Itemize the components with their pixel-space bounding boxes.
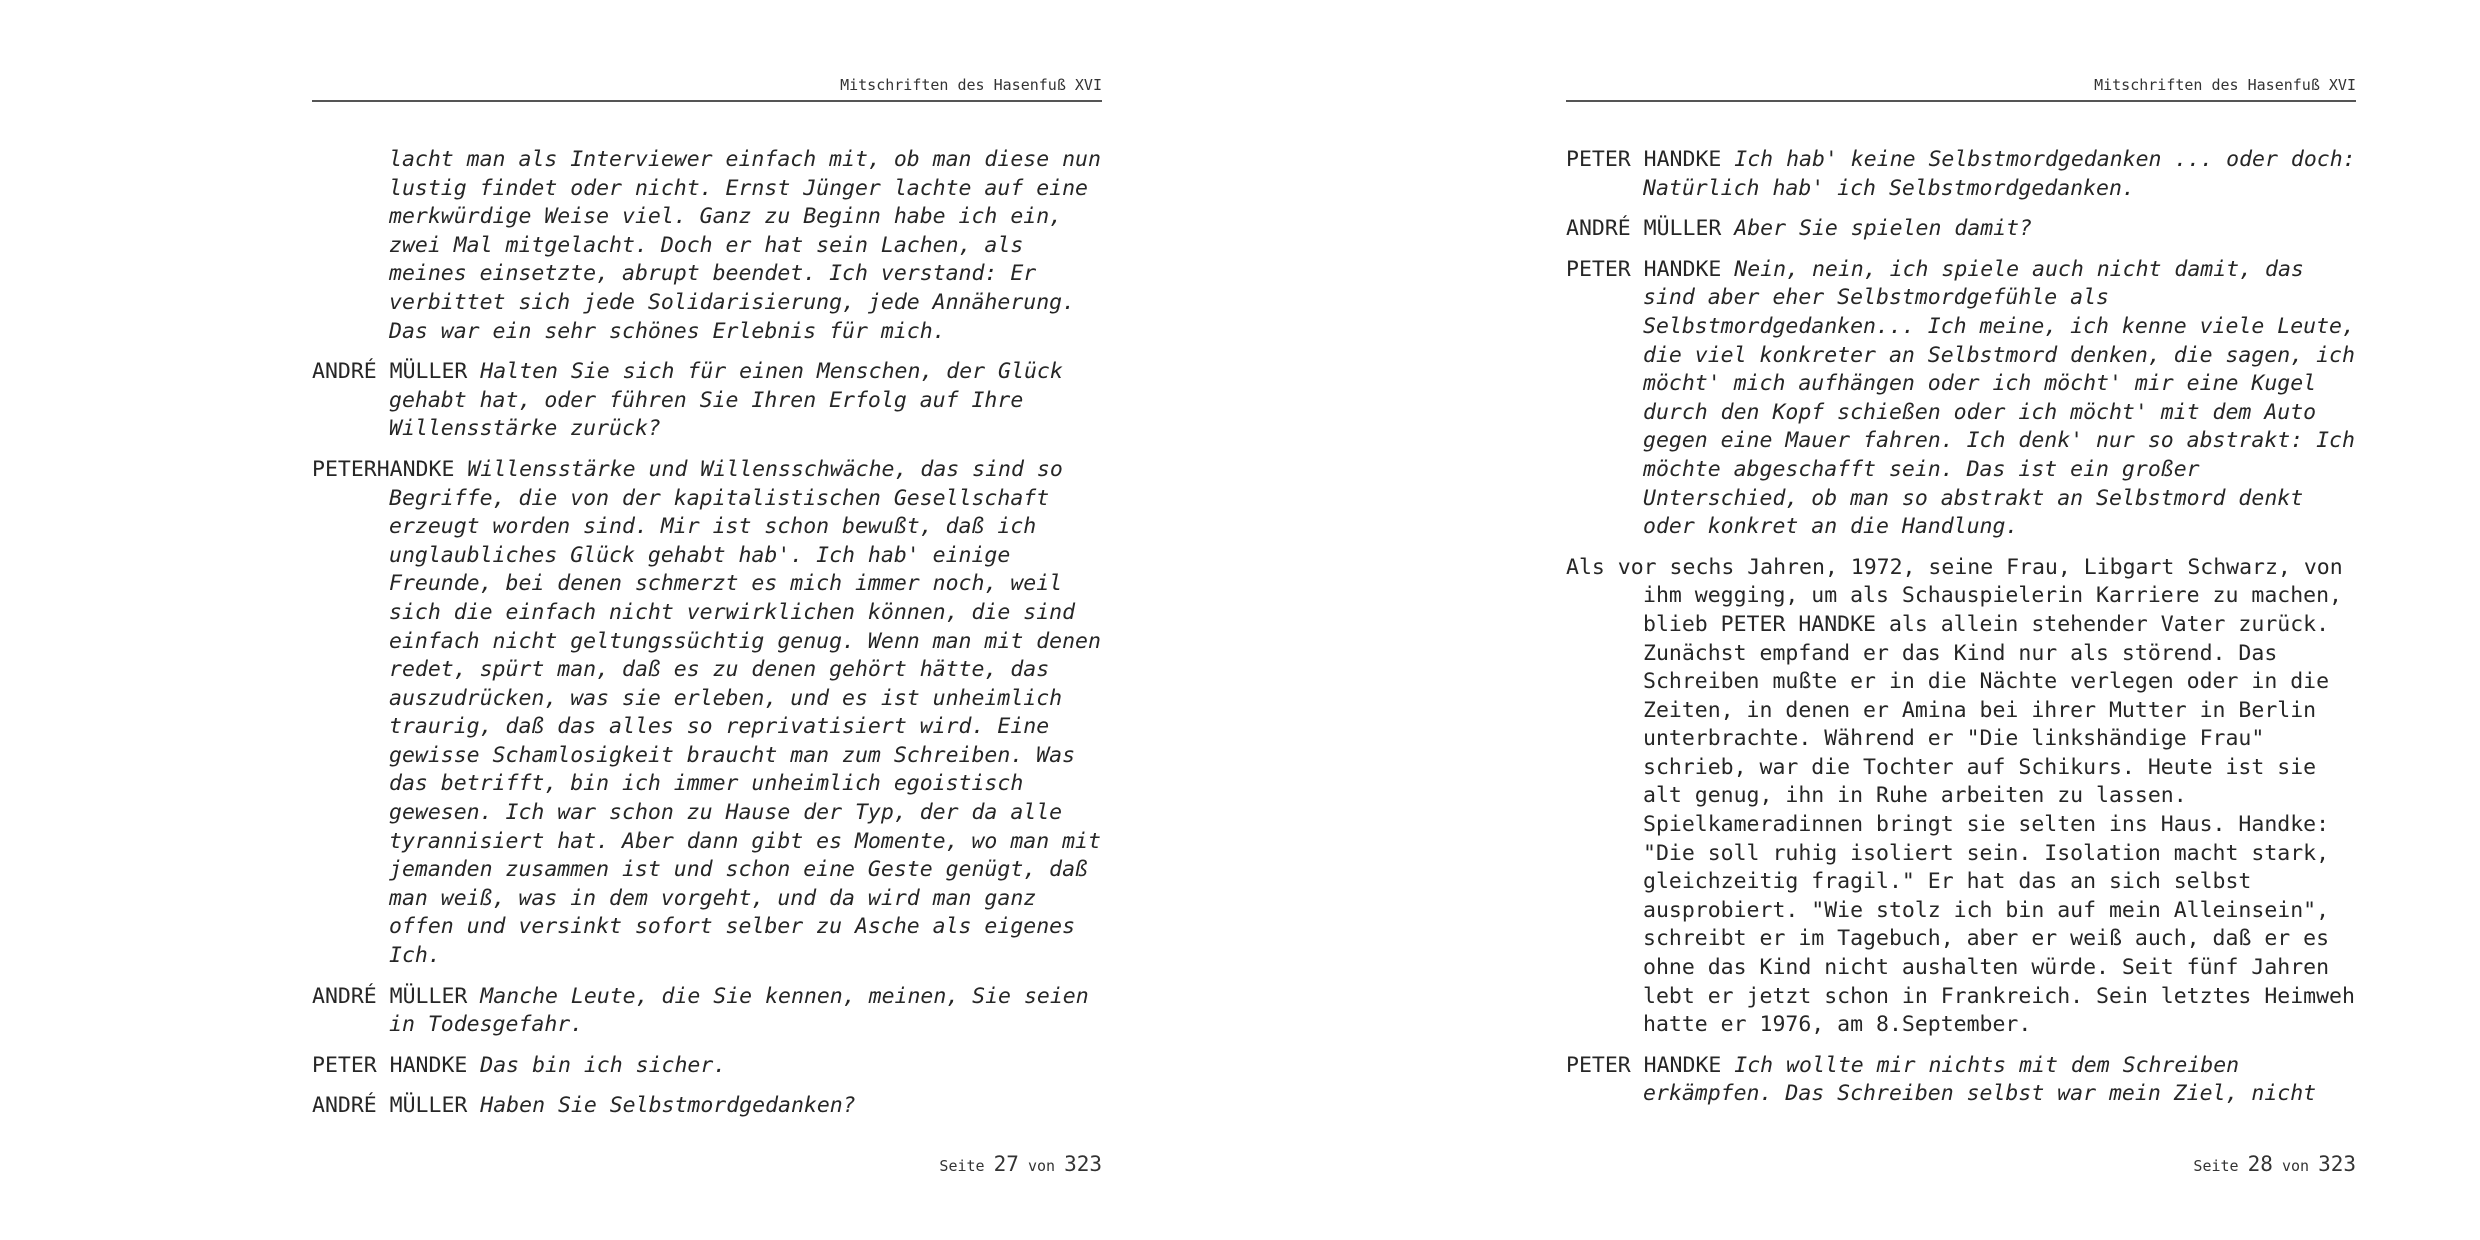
quote-text: Nein, nein, ich spiele auch nicht damit, das sind aber eher Selbstmordgefühle als Selbstmordgedanken... Ich meine, ich kenne viele Leute, die viel konkreter an Selbstmord denken, die sagen, ich möcht' mich aufhängen oder ich möcht' mir eine Kugel durch den Kopf schießen oder ich möcht' mit dem Auto gegen eine Mauer fahren. Ich denk' nur so abstrakt: Ich möchte abgeschafft sein. Das ist ein großer Unterschied, ob man so abstrakt an Selbstmord denkt oder konkret an die Handlung. [1643,256,2355,540]
paragraph [1566,215,2356,244]
quote-text: Ich hab' keine Selbstmordgedanken ... oder doch: Natürlich hab' ich Selbstmordgedanken. [1643,147,2356,201]
page-body [1566,146,2356,1121]
paragraph [1566,1052,2356,1109]
page-right [1566,0,2356,1240]
page-footer [939,1152,1102,1176]
speaker-name: ANDRÉ MÜLLER [312,359,468,385]
page-left [312,0,1102,1240]
page-number: 28 [2247,1152,2273,1176]
paragraph [312,1052,1102,1081]
speaker-name: ANDRÉ MÜLLER [312,983,468,1009]
paragraph [1566,256,2356,542]
quote-text: Halten Sie sich für einen Menschen, der Glück gehabt hat, oder führen Sie Ihren Erfolg auf Ihre Willensstärke zurück? [389,359,1063,442]
paragraph [1566,554,2356,1040]
speaker-name: PETERHANDKE [312,456,455,482]
page-footer [2193,1152,2356,1176]
paragraph [312,146,1102,346]
footer-prefix: Seite [939,1157,985,1175]
quote-text: Manche Leute, die Sie kennen, meinen, Sie seien in Todesgefahr. [389,983,1089,1038]
page-number: 27 [993,1152,1019,1176]
paragraph [312,1092,1102,1121]
quote-text: lacht man als Interviewer einfach mit, ob man diese nun lustig findet oder nicht. Ernst Jünger lachte auf eine merkwürdige Weise viel. Ganz zu Beginn habe ich ein, zwei Mal mitgelacht. Doch er hat sein Lachen, als meines einsetzte, abrupt beendet. Ich verstand: Er verbittet sich jede Solidarisierung, jede Annäherung. Das war ein sehr schönes Erlebnis für mich. [389,147,1101,344]
speaker-name: ANDRÉ MÜLLER [1566,216,1722,242]
paragraph [1566,146,2356,203]
paragraph [312,983,1102,1040]
footer-sep: von [1027,1157,1056,1175]
running-header: Mitschriften des Hasenfuß XVI [1566,76,2356,102]
quote-text: Ich wollte mir nichts mit dem Schreiben erkämpfen. Das Schreiben selbst war mein Ziel, nicht [1643,1052,2317,1107]
quote-text: Aber Sie spielen damit? [1734,216,2033,242]
speaker-name: PETER HANDKE [1566,256,1722,282]
quote-text: Haben Sie Selbstmordgedanken? [480,1093,856,1119]
total-pages: 323 [1064,1152,1102,1176]
footer-sep: von [2281,1157,2310,1175]
quote-text: Willensstärke und Willensschwäche, das sind so Begriffe, die von der kapitalistischen Gesellschaft erzeugt worden sind. Mir ist schon bewußt, daß ich unglaubliches Glück gehabt hab'. Ich hab' einige Freunde, bei denen schmerzt es mich immer noch, weil sich die einfach nicht verwirklichen können, die sind einfach nicht geltungssüchtig genug. Wenn man mit denen redet, spürt man, daß es zu denen gehört hätte, das auszudrücken, was sie erleben, und es ist unheimlich traurig, daß das alles so reprivatisiert wird. Eine gewisse Schamlosigkeit braucht man zum Schreiben. Was das betrifft, bin ich immer unheimlich egoistisch gewesen. Ich war schon zu Hause der Typ, der da alle tyrannisiert hat. Aber dann gibt es Momente, wo man mit jemanden zusammen ist und schon eine Geste genügt, daß man weiß, was in dem vorgeht, und da wird man ganz offen und versinkt sofort selber zu Asche als eigenes Ich. [389,456,1101,969]
speaker-name: PETER HANDKE [1566,147,1722,172]
speaker-name: PETER HANDKE [1566,1052,1722,1078]
footer-prefix: Seite [2193,1157,2239,1175]
quote-text: Das bin ich sicher. [480,1052,727,1078]
speaker-name: ANDRÉ MÜLLER [312,1093,468,1119]
speaker-name: PETER HANDKE [312,1052,468,1078]
paragraph [312,456,1102,971]
narration-text: Als vor sechs Jahren, 1972, seine Frau, Libgart Schwarz, von ihm wegging, um als Schauspielerin Karriere zu machen, blieb PETER HANDKE als allein stehender Vater zurück. Zunächst empfand er das Kind nur als störend. Das Schreiben mußte er in die Nächte verlegen oder in die Zeiten, in denen er Amina bei ihrer Mutter in Berlin unterbrachte. Während er "Die linkshändige Frau" schrieb, war die Tochter auf Schikurs. Heute ist sie alt genug, ihn in Ruhe arbeiten zu lassen. Spielkameradinnen bringt sie selten ins Haus. Handke: "Die soll ruhig isoliert sein. Isolation macht stark, gleichzeitig fragil." Er hat das an sich selbst ausprobiert. "Wie stolz ich bin auf mein Alleinsein", schreibt er im Tagebuch, aber er weiß auch, daß er es ohne das Kind nicht aushalten würde. Seit fünf Jahren lebt er jetzt schon in Frankreich. Sein letztes Heimweh hatte er 1976, am 8.September. [1566,554,2355,1038]
paragraph [312,358,1102,444]
total-pages: 323 [2318,1152,2356,1176]
running-header: Mitschriften des Hasenfuß XVI [312,76,1102,102]
page-body [312,146,1102,1133]
